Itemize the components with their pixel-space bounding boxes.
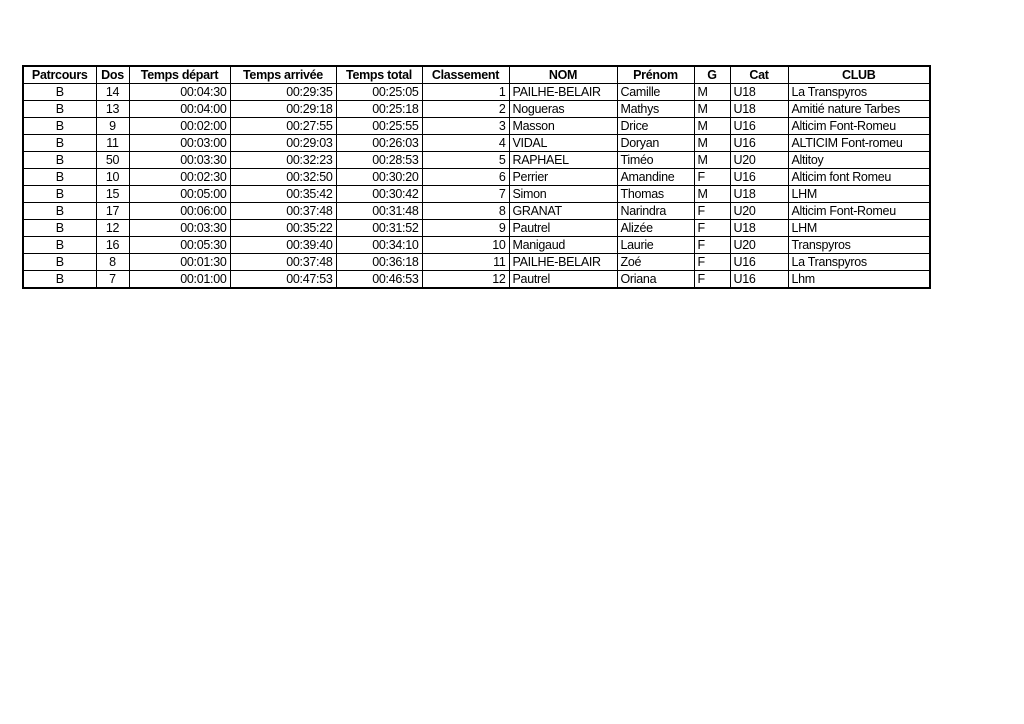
cell-classement: 6 — [422, 169, 509, 186]
cell-genre: F — [694, 271, 730, 289]
cell-club: Amitié nature Tarbes — [788, 101, 930, 118]
cell-temps-depart: 00:01:00 — [129, 271, 230, 289]
table-row — [23, 135, 930, 152]
cell-club: Altitoy — [788, 152, 930, 169]
cell-temps-depart: 00:03:00 — [129, 135, 230, 152]
cell-categorie: U16 — [730, 135, 788, 152]
cell-nom: PAILHE-BELAIR — [509, 84, 617, 101]
cell-categorie: U20 — [730, 152, 788, 169]
table-row — [23, 101, 930, 118]
cell-dossard: 7 — [96, 271, 129, 289]
cell-dossard: 13 — [96, 101, 129, 118]
cell-dossard: 15 — [96, 186, 129, 203]
cell-classement: 2 — [422, 101, 509, 118]
cell-prenom: Timéo — [617, 152, 694, 169]
cell-temps-depart: 00:03:30 — [129, 152, 230, 169]
cell-prenom: Camille — [617, 84, 694, 101]
cell-parcours: B — [23, 203, 96, 220]
cell-temps-arrivee: 00:37:48 — [230, 254, 336, 271]
cell-genre: F — [694, 220, 730, 237]
cell-parcours: B — [23, 220, 96, 237]
column-header-dossard: Dos — [96, 66, 129, 84]
cell-temps-depart: 00:03:30 — [129, 220, 230, 237]
cell-parcours: B — [23, 101, 96, 118]
cell-temps-total: 00:31:52 — [336, 220, 422, 237]
cell-prenom: Drice — [617, 118, 694, 135]
cell-temps-arrivee: 00:29:35 — [230, 84, 336, 101]
cell-temps-depart: 00:02:30 — [129, 169, 230, 186]
cell-prenom: Thomas — [617, 186, 694, 203]
cell-temps-total: 00:25:55 — [336, 118, 422, 135]
cell-club: Alticim font Romeu — [788, 169, 930, 186]
cell-club: ALTICIM Font-romeu — [788, 135, 930, 152]
cell-classement: 8 — [422, 203, 509, 220]
cell-temps-arrivee: 00:47:53 — [230, 271, 336, 289]
cell-temps-depart: 00:06:00 — [129, 203, 230, 220]
cell-categorie: U20 — [730, 203, 788, 220]
cell-prenom: Laurie — [617, 237, 694, 254]
cell-temps-arrivee: 00:32:23 — [230, 152, 336, 169]
cell-categorie: U16 — [730, 271, 788, 289]
table-body — [23, 84, 930, 289]
results-table — [22, 65, 931, 289]
cell-categorie: U16 — [730, 118, 788, 135]
cell-dossard: 50 — [96, 152, 129, 169]
cell-temps-arrivee: 00:35:42 — [230, 186, 336, 203]
cell-temps-total: 00:25:18 — [336, 101, 422, 118]
cell-temps-depart: 00:02:00 — [129, 118, 230, 135]
cell-nom: Perrier — [509, 169, 617, 186]
cell-dossard: 12 — [96, 220, 129, 237]
table-row — [23, 186, 930, 203]
cell-temps-total: 00:31:48 — [336, 203, 422, 220]
cell-nom: GRANAT — [509, 203, 617, 220]
cell-parcours: B — [23, 186, 96, 203]
column-header-nom: NOM — [509, 66, 617, 84]
cell-classement: 11 — [422, 254, 509, 271]
cell-temps-arrivee: 00:29:18 — [230, 101, 336, 118]
cell-categorie: U18 — [730, 84, 788, 101]
column-header-club: CLUB — [788, 66, 930, 84]
cell-classement: 9 — [422, 220, 509, 237]
cell-genre: M — [694, 135, 730, 152]
cell-nom: Pautrel — [509, 271, 617, 289]
cell-temps-arrivee: 00:35:22 — [230, 220, 336, 237]
cell-genre: M — [694, 101, 730, 118]
cell-parcours: B — [23, 169, 96, 186]
cell-prenom: Narindra — [617, 203, 694, 220]
column-header-temps-arrivee: Temps arrivée — [230, 66, 336, 84]
cell-classement: 7 — [422, 186, 509, 203]
cell-genre: M — [694, 84, 730, 101]
cell-genre: M — [694, 152, 730, 169]
cell-genre: F — [694, 203, 730, 220]
results-sheet — [22, 65, 931, 289]
cell-club: La Transpyros — [788, 84, 930, 101]
cell-categorie: U18 — [730, 186, 788, 203]
table-row — [23, 84, 930, 101]
column-header-temps-total: Temps total — [336, 66, 422, 84]
cell-nom: Nogueras — [509, 101, 617, 118]
cell-temps-total: 00:36:18 — [336, 254, 422, 271]
cell-parcours: B — [23, 118, 96, 135]
cell-club: Alticim Font-Romeu — [788, 203, 930, 220]
table-row — [23, 169, 930, 186]
cell-temps-arrivee: 00:39:40 — [230, 237, 336, 254]
cell-classement: 10 — [422, 237, 509, 254]
cell-nom: Manigaud — [509, 237, 617, 254]
column-header-classement: Classement — [422, 66, 509, 84]
cell-parcours: B — [23, 237, 96, 254]
cell-temps-total: 00:30:42 — [336, 186, 422, 203]
table-row — [23, 220, 930, 237]
table-row — [23, 118, 930, 135]
cell-temps-depart: 00:04:30 — [129, 84, 230, 101]
cell-club: La Transpyros — [788, 254, 930, 271]
cell-club: Lhm — [788, 271, 930, 289]
cell-temps-total: 00:25:05 — [336, 84, 422, 101]
cell-prenom: Oriana — [617, 271, 694, 289]
cell-classement: 3 — [422, 118, 509, 135]
cell-prenom: Mathys — [617, 101, 694, 118]
column-header-genre: G — [694, 66, 730, 84]
cell-categorie: U18 — [730, 101, 788, 118]
column-header-temps-depart: Temps départ — [129, 66, 230, 84]
cell-prenom: Doryan — [617, 135, 694, 152]
table-row — [23, 271, 930, 289]
cell-club: Transpyros — [788, 237, 930, 254]
cell-nom: Masson — [509, 118, 617, 135]
cell-nom: PAILHE-BELAIR — [509, 254, 617, 271]
table-row — [23, 237, 930, 254]
cell-temps-total: 00:34:10 — [336, 237, 422, 254]
column-header-prenom: Prénom — [617, 66, 694, 84]
cell-genre: F — [694, 254, 730, 271]
cell-classement: 5 — [422, 152, 509, 169]
table-row — [23, 203, 930, 220]
cell-classement: 4 — [422, 135, 509, 152]
cell-parcours: B — [23, 135, 96, 152]
cell-temps-total: 00:46:53 — [336, 271, 422, 289]
cell-nom: Pautrel — [509, 220, 617, 237]
cell-prenom: Zoé — [617, 254, 694, 271]
cell-genre: F — [694, 237, 730, 254]
cell-club: LHM — [788, 220, 930, 237]
cell-dossard: 11 — [96, 135, 129, 152]
cell-temps-arrivee: 00:37:48 — [230, 203, 336, 220]
table-row — [23, 152, 930, 169]
cell-prenom: Amandine — [617, 169, 694, 186]
cell-parcours: B — [23, 152, 96, 169]
cell-temps-depart: 00:05:30 — [129, 237, 230, 254]
cell-classement: 12 — [422, 271, 509, 289]
column-header-parcours: Patrcours — [23, 66, 96, 84]
cell-genre: M — [694, 118, 730, 135]
header-row — [23, 66, 930, 84]
cell-temps-total: 00:30:20 — [336, 169, 422, 186]
cell-club: LHM — [788, 186, 930, 203]
cell-temps-total: 00:28:53 — [336, 152, 422, 169]
cell-temps-arrivee: 00:29:03 — [230, 135, 336, 152]
cell-temps-arrivee: 00:32:50 — [230, 169, 336, 186]
cell-club: Alticim Font-Romeu — [788, 118, 930, 135]
cell-temps-total: 00:26:03 — [336, 135, 422, 152]
cell-parcours: B — [23, 84, 96, 101]
cell-categorie: U16 — [730, 169, 788, 186]
column-header-categorie: Cat — [730, 66, 788, 84]
cell-dossard: 17 — [96, 203, 129, 220]
cell-categorie: U16 — [730, 254, 788, 271]
cell-temps-depart: 00:01:30 — [129, 254, 230, 271]
cell-dossard: 8 — [96, 254, 129, 271]
cell-temps-depart: 00:04:00 — [129, 101, 230, 118]
cell-dossard: 9 — [96, 118, 129, 135]
cell-nom: VIDAL — [509, 135, 617, 152]
cell-genre: F — [694, 169, 730, 186]
cell-dossard: 16 — [96, 237, 129, 254]
table-row — [23, 254, 930, 271]
cell-temps-arrivee: 00:27:55 — [230, 118, 336, 135]
cell-dossard: 14 — [96, 84, 129, 101]
cell-parcours: B — [23, 271, 96, 289]
cell-categorie: U20 — [730, 237, 788, 254]
cell-nom: Simon — [509, 186, 617, 203]
cell-parcours: B — [23, 254, 96, 271]
cell-temps-depart: 00:05:00 — [129, 186, 230, 203]
cell-nom: RAPHAEL — [509, 152, 617, 169]
cell-genre: M — [694, 186, 730, 203]
cell-categorie: U18 — [730, 220, 788, 237]
cell-prenom: Alizée — [617, 220, 694, 237]
cell-classement: 1 — [422, 84, 509, 101]
cell-dossard: 10 — [96, 169, 129, 186]
